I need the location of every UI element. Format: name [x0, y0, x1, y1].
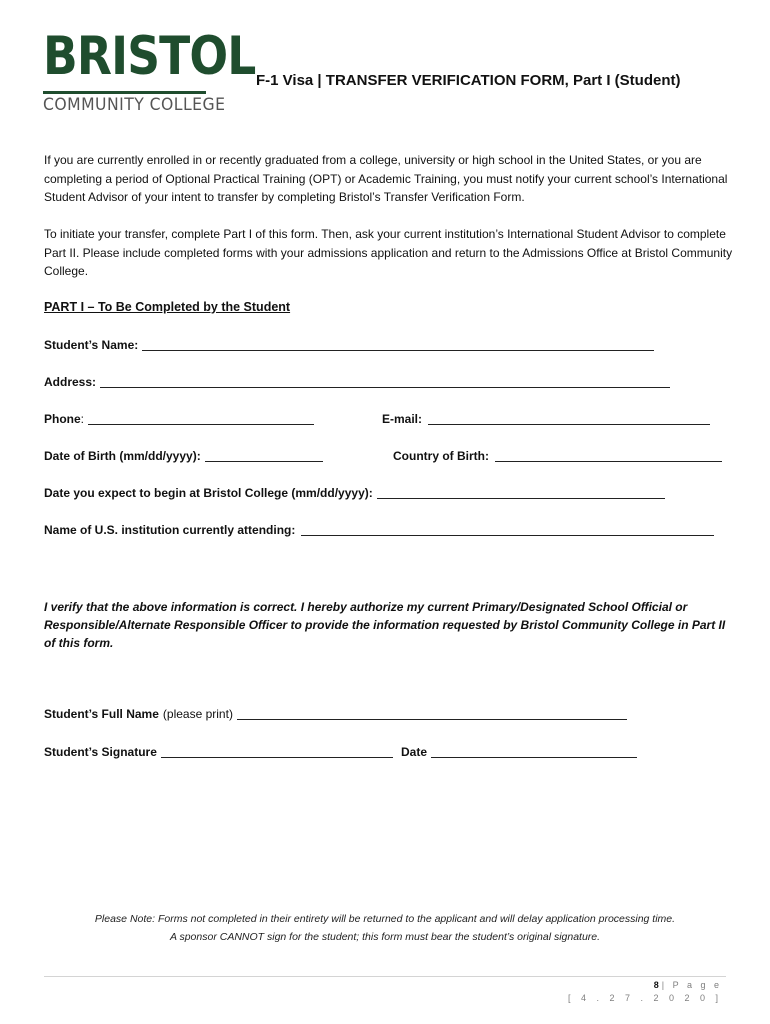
verification-statement: I verify that the above information is correct. I hereby authorize my current Primary/Designated School Official or Responsible/Alternate Responsible Officer to provide the information requested by Bristol Community College in Part II of this form. — [44, 600, 726, 650]
begin-date-line[interactable] — [377, 487, 665, 499]
dob-field[interactable] — [44, 449, 323, 463]
page-number — [654, 980, 722, 990]
signature-label: Student’s Signature — [44, 745, 157, 759]
country-line[interactable] — [495, 450, 722, 462]
student-name-line[interactable] — [142, 339, 654, 351]
email-line[interactable] — [428, 413, 710, 425]
institution-field[interactable] — [44, 523, 714, 537]
phone-label: Phone — [44, 412, 81, 426]
date-field[interactable] — [401, 745, 637, 759]
college-logo — [43, 26, 256, 115]
note-line-1: Please Note: Forms not completed in their entirety will be returned to the applicant and will delay application processing time. — [94, 913, 676, 925]
student-name-label: Student’s Name: — [44, 338, 139, 352]
country-label: Country of Birth: — [393, 449, 489, 463]
phone-line[interactable] — [88, 413, 314, 425]
dob-line[interactable] — [205, 450, 323, 462]
full-name-line[interactable] — [237, 708, 627, 720]
address-label: Address: — [44, 375, 97, 389]
phone-label-colon: : — [80, 412, 85, 426]
logo-subtitle: COMMUNITY COLLEGE — [43, 95, 226, 115]
date-label: Date — [401, 745, 428, 759]
email-label: E-mail: — [382, 412, 423, 426]
note-line-2: A sponsor CANNOT sign for the student; this form must bear the student’s original signature. — [169, 931, 601, 943]
signature-field[interactable] — [44, 745, 393, 759]
logo-wordmark: BRISTOL — [43, 26, 256, 87]
full-name-label: Student’s Full Name — [44, 707, 159, 721]
logo-divider — [43, 91, 206, 94]
institution-label: Name of U.S. institution currently attending: — [44, 523, 296, 537]
footer-divider — [44, 976, 726, 977]
email-field[interactable] — [382, 412, 710, 426]
revision-date: [ 4 . 2 7 . 2 0 2 0 ] — [567, 993, 722, 1003]
full-name-field[interactable] — [44, 707, 627, 721]
page-label: | P a g e — [661, 980, 722, 990]
form-title: F-1 Visa | TRANSFER VERIFICATION FORM, Part I (Student) — [256, 72, 681, 89]
address-line[interactable] — [100, 376, 670, 388]
full-name-hint: (please print) — [162, 707, 233, 721]
intro-paragraph-1: If you are currently enrolled in or recently graduated from a college, university or high school in the United States, or you are completing a period of Optional Practical Training (OPT) or Academic Training, you must notify your current school’s International Student Advisor of your intent to transfer by completing Bristol’s Transfer Verification Form. — [44, 153, 728, 204]
address-field[interactable] — [44, 375, 670, 389]
begin-date-label: Date you expect to begin at Bristol College (mm/dd/yyyy): — [44, 486, 373, 500]
country-field[interactable] — [393, 449, 722, 463]
student-name-field[interactable] — [44, 338, 654, 352]
page-number-value: 8 — [653, 980, 662, 990]
date-line[interactable] — [431, 746, 637, 758]
institution-line[interactable] — [301, 524, 714, 536]
begin-date-field[interactable] — [44, 486, 665, 500]
signature-line[interactable] — [161, 746, 393, 758]
intro-paragraph-2: To initiate your transfer, complete Part I of this form. Then, ask your current institution’s International Student Advisor to complete Part II. Please include completed forms with your admissions application and return to the Admissions Office at Bristol Community College. — [44, 227, 733, 278]
phone-field[interactable] — [44, 412, 314, 426]
dob-label: Date of Birth (mm/dd/yyyy): — [44, 449, 201, 463]
part-1-heading: PART I – To Be Completed by the Student — [44, 300, 291, 314]
